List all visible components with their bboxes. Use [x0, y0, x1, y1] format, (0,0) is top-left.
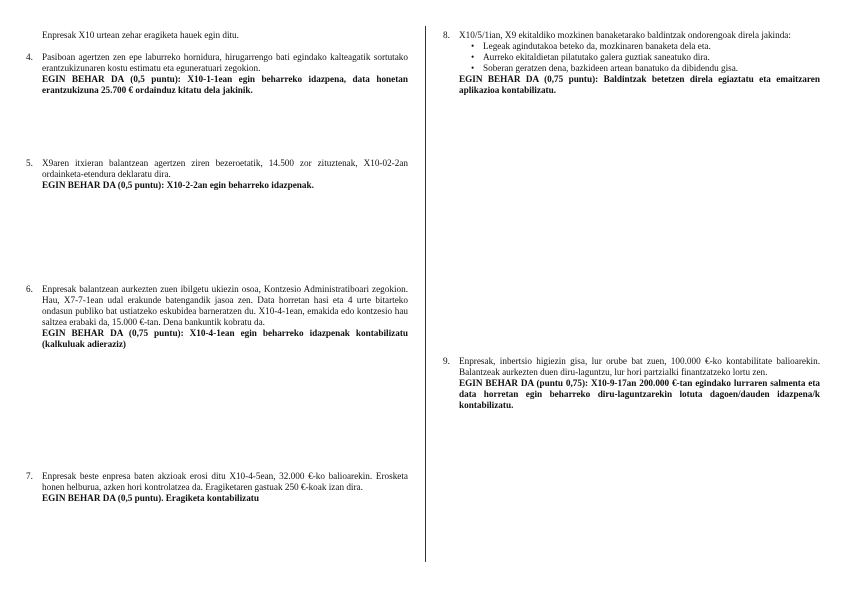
intro-text: Enpresak X10 urtean zehar eragiketa hauek egin ditu.: [42, 30, 239, 40]
question-number: 8.: [443, 30, 450, 40]
question-number: 4.: [26, 52, 33, 62]
column-divider: [425, 26, 426, 562]
intro: [26, 30, 408, 41]
question-number: 9.: [443, 356, 450, 366]
question-number: 7.: [26, 471, 33, 481]
question-task: EGIN BEHAR DA (0,5 puntu): X10-1-1ean egin beharreko idazpena, data honetan erantzukizuna 25.700 € ordainduz kitatu dela jakinik.: [42, 73, 408, 95]
question-text: X9aren itxieran balantzean agertzen ziren bezeroetatik, 14.500 zor zituztenak, X10-02-2an ordainketa-etendura deklaratu dira.: [42, 158, 408, 179]
question-number: 6.: [26, 284, 33, 294]
list-item: • Aurreko ekitaldietan pilatutako galera guztiak saneatuko dira.: [483, 52, 820, 63]
question-task: EGIN BEHAR DA (0,75 puntu): X10-4-1ean egin beharreko idazpenak kontabilizatu (kalkuluak adieraziz): [42, 327, 408, 349]
question-number: 5.: [26, 158, 33, 168]
question-task: EGIN BEHAR DA (puntu 0,75): X10-9-17an 200.000 €-tan egindako lurraren salmenta eta data horretan egin beharreko diru-laguntzarekin lotuta dagoen/dauden idazpena/k kontabilizatu.: [459, 377, 820, 410]
question-text: Enpresak beste enpresa baten akzioak erosi ditu X10-4-5ean, 32.000 €-ko balioarekin. Erosketa honen helburua, azken hori kontrolatzea da. Eragiketaren gastuak 250 €-koak izan dira.: [42, 471, 408, 492]
question-6: [26, 284, 408, 349]
question-4: [26, 52, 408, 96]
conditions-list: [459, 41, 820, 74]
question-8: [443, 30, 820, 95]
question-text: Pasiboan agertzen zen epe laburreko hornidura, hirugarrengo bati egindako kalteagatik sortutako erantzukizunaren kostu estimatu eta eguneratuari zegokion.: [42, 52, 408, 73]
question-5: [26, 158, 408, 191]
list-item: • Soberan geratzen dena, bazkideen artean banatuko da dibidendu gisa.: [483, 63, 820, 74]
question-task: EGIN BEHAR DA (0,5 puntu): X10-2-2an egin beharreko idazpenak.: [42, 179, 314, 190]
list-item: • Legeak agindutakoa beteko da, mozkinaren banaketa dela eta.: [483, 41, 820, 52]
question-9: [443, 356, 820, 411]
question-text: Enpresak balantzean aurkezten zuen ibilgetu ukiezin osoa, Kontzesio Administratiboari zegokion. Hau, X7-7-1ean udal erakunde batengandik jasoa zen. Data horretan hasi eta 4 urte bitarteko ondasun publiko bat ustiatzeko eskubidea barneratzen du. X10-4-1ean, emakida edo kontzesio hau saltzea erabaki da, 15.000 €-tan. Dena bankuntik kobratu da.: [42, 284, 408, 327]
question-task: EGIN BEHAR DA (0,5 puntu). Eragiketa kontabilizatu: [42, 492, 259, 503]
question-text: X10/5/1ian, X9 ekitaldiko mozkinen banaketarako baldintzak ondorengoak direla jakinda:: [459, 30, 791, 40]
question-task: EGIN BEHAR DA (0,75 puntu): Baldintzak betetzen direla egiaztatu eta emaitzaren aplikazioa kontabilizatu.: [459, 73, 820, 95]
question-7: [26, 471, 408, 504]
question-text: Enpresak, inbertsio higiezin gisa, lur orube bat zuen, 100.000 €-ko kontabilitate balioarekin. Balantzeak aurkezten duen diru-laguntzu, lur hori partzialki finantzatzeko lortu zen.: [459, 356, 820, 377]
